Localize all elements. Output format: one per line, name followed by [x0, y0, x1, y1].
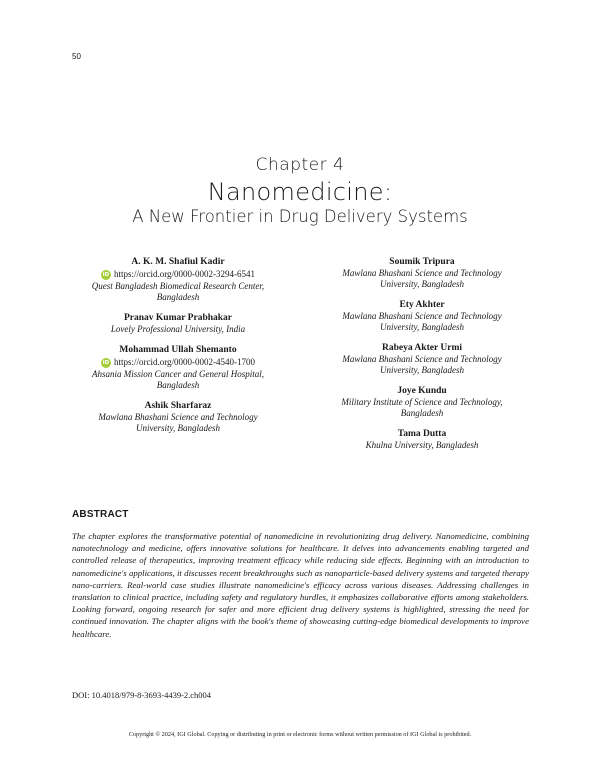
author-block — [63, 256, 293, 303]
abstract-heading: ABSTRACT — [72, 509, 129, 520]
authors-left-column — [63, 256, 293, 443]
author-block — [307, 342, 537, 376]
author-affiliation: University, Bangladesh — [380, 279, 464, 289]
author-name: Tama Dutta — [397, 429, 447, 439]
author-block — [63, 312, 293, 335]
author-affiliation: Mawlana Bhashani Science and Technology — [98, 412, 258, 422]
author-affiliation: Quest Bangladesh Biomedical Research Center, — [91, 281, 265, 291]
author-block — [63, 400, 293, 434]
author-name: Ety Akhter — [399, 300, 445, 310]
chapter-title: Nanomedicine: — [207, 178, 393, 206]
page-number: 50 — [72, 52, 81, 61]
author-block — [307, 299, 537, 333]
author-affiliation: Ahsania Mission Cancer and General Hospital, — [92, 369, 264, 379]
author-block — [63, 344, 293, 391]
orcid-line[interactable] — [63, 356, 293, 369]
orcid-icon: iD — [102, 271, 110, 278]
orcid-icon: iD — [102, 359, 110, 366]
author-block — [307, 385, 537, 419]
chapter-subtitle: A New Frontier in Drug Delivery Systems — [132, 207, 468, 226]
author-block — [307, 256, 537, 290]
copyright-notice: Copyright © 2024, IGI Global. Copying or distributing in print or electronic forms without written permission of IGI Global is prohibited. — [128, 731, 472, 738]
author-name: Joye Kundu — [397, 386, 447, 396]
author-affiliation: Bangladesh — [156, 292, 200, 302]
author-affiliation: Khulna University, Bangladesh — [365, 440, 479, 450]
orcid-link[interactable]: https://orcid.org/0000-0002-3294-6541 — [113, 269, 256, 279]
author-block — [307, 428, 537, 451]
author-name: Mohammad Ullah Shemanto — [119, 345, 237, 355]
author-name: Rabeya Akter Urmi — [381, 343, 463, 353]
author-affiliation: Mawlana Bhashani Science and Technology — [342, 311, 502, 321]
authors-right-column — [307, 256, 537, 460]
chapter-label: Chapter 4 — [255, 155, 345, 175]
author-name: Ashik Sharfaraz — [144, 401, 212, 411]
author-name: A. K. M. Shafiul Kadir — [131, 257, 225, 267]
orcid-link[interactable]: https://orcid.org/0000-0002-4540-1700 — [113, 357, 256, 367]
abstract-body: The chapter explores the transformative potential of nanomedicine in revolutionizing drug delivery. Nanomedicine, combining nanotechnology and medicine, offers innovative solutions for healthcare. It delves into advancements enabling targeted and controlled release of therapeutics, improving treatment efficacy while reducing side effects. Beginning with an introduction to nanomedicine's applications, it discusses recent breakthroughs such as nanoparticle-based delivery systems and targeted therapy nano-carriers. Real-world case studies illustrate nanomedicine's efficacy across various diseases. Addressing challenges in translation to clinical practice, including safety and regulatory hurdles, it emphasizes collaborative efforts among stakeholders. Looking forward, ongoing research for safer and more efficient drug delivery systems is highlighted, stressing the need for continued innovation. The chapter aligns with the book's theme of showcasing cutting-edge biomedical developments to improve healthcare. — [72, 531, 529, 639]
author-affiliation: University, Bangladesh — [136, 423, 220, 433]
author-affiliation: University, Bangladesh — [380, 365, 464, 375]
author-affiliation: Mawlana Bhashani Science and Technology — [342, 268, 502, 278]
author-affiliation: Bangladesh — [400, 408, 444, 418]
author-affiliation: University, Bangladesh — [380, 322, 464, 332]
author-affiliation: Lovely Professional University, India — [110, 324, 246, 334]
doi: DOI: 10.4018/979-8-3693-4439-2.ch004 — [72, 690, 212, 700]
author-name: Pranav Kumar Prabhakar — [123, 313, 233, 323]
author-affiliation: Mawlana Bhashani Science and Technology — [342, 354, 502, 364]
author-name: Soumik Tripura — [389, 257, 455, 267]
author-affiliation: Military Institute of Science and Technology, — [341, 397, 503, 407]
orcid-line[interactable] — [63, 268, 293, 281]
author-affiliation: Bangladesh — [156, 380, 200, 390]
